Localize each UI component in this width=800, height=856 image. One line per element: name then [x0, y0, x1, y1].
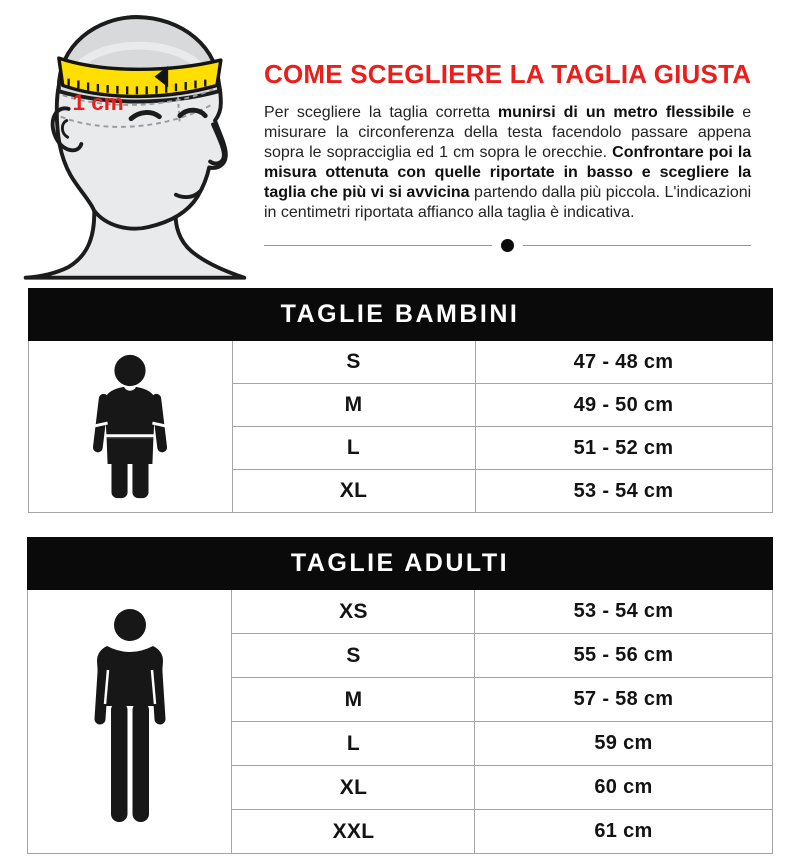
range-cell: 51 - 52 cm [475, 427, 772, 470]
adult-icon-cell [28, 590, 232, 854]
child-icon [84, 351, 176, 503]
size-cell: XXL [232, 810, 475, 854]
head-with-measuring-tape-icon [12, 6, 256, 282]
range-cell: 55 - 56 cm [475, 634, 772, 678]
table-title-bambini: TAGLIE BAMBINI [28, 289, 772, 341]
size-cell: L [232, 427, 475, 470]
child-icon-cell [28, 341, 232, 513]
page-title: COME SCEGLIERE LA TAGLIA GIUSTA [264, 59, 752, 89]
intro-seg2-bold: munirsi di un metro flessibile [497, 103, 735, 121]
range-cell: 57 - 58 cm [475, 678, 772, 722]
intro-seg5: partendo dalla più piccola. L'indicazioni in centimetri riportata affianco alla taglia è indicativa. [264, 183, 752, 221]
range-cell: 53 - 54 cm [475, 590, 772, 634]
range-cell: 61 cm [475, 810, 772, 854]
size-cell: L [232, 722, 475, 766]
head-measurement-figure [12, 6, 256, 288]
intro-section [0, 0, 800, 288]
intro-seg3: e misurare la circonferenza della testa facendolo passare appena sopra le sopracciglia ed 1 cm sopra le orecchie. [264, 103, 752, 161]
range-cell: 53 - 54 cm [475, 470, 772, 513]
size-cell: M [232, 678, 475, 722]
table-title-adulti: TAGLIE ADULTI [28, 538, 772, 590]
divider-line-left [264, 245, 492, 246]
size-cell: XL [232, 470, 475, 513]
adult-icon [84, 608, 176, 836]
table-row [28, 590, 772, 634]
table-row [28, 341, 772, 384]
size-table-bambini [28, 288, 773, 513]
range-cell: 60 cm [475, 766, 772, 810]
size-table-adulti [27, 537, 772, 854]
size-cell: M [232, 384, 475, 427]
divider-dot [501, 239, 514, 252]
divider-line-right [523, 245, 751, 246]
size-cell: XL [232, 766, 475, 810]
range-cell: 49 - 50 cm [475, 384, 772, 427]
size-cell: XS [232, 590, 475, 634]
intro-seg1: Per scegliere la taglia corretta [264, 103, 498, 121]
size-cell: S [232, 341, 475, 384]
table-header-row [28, 538, 772, 590]
range-cell: 59 cm [475, 722, 772, 766]
tape-measurement-label: 1 cm [72, 89, 124, 115]
intro-paragraph [264, 103, 751, 223]
intro-seg4-bold: Confrontare poi la misura ottenuta con quelle riportate in basso e scegliere la taglia che più vi si avvicina [264, 143, 752, 201]
table-header-row [28, 289, 772, 341]
size-cell: S [232, 634, 475, 678]
range-cell: 47 - 48 cm [475, 341, 772, 384]
intro-text-block [256, 6, 751, 288]
section-divider [264, 239, 751, 252]
